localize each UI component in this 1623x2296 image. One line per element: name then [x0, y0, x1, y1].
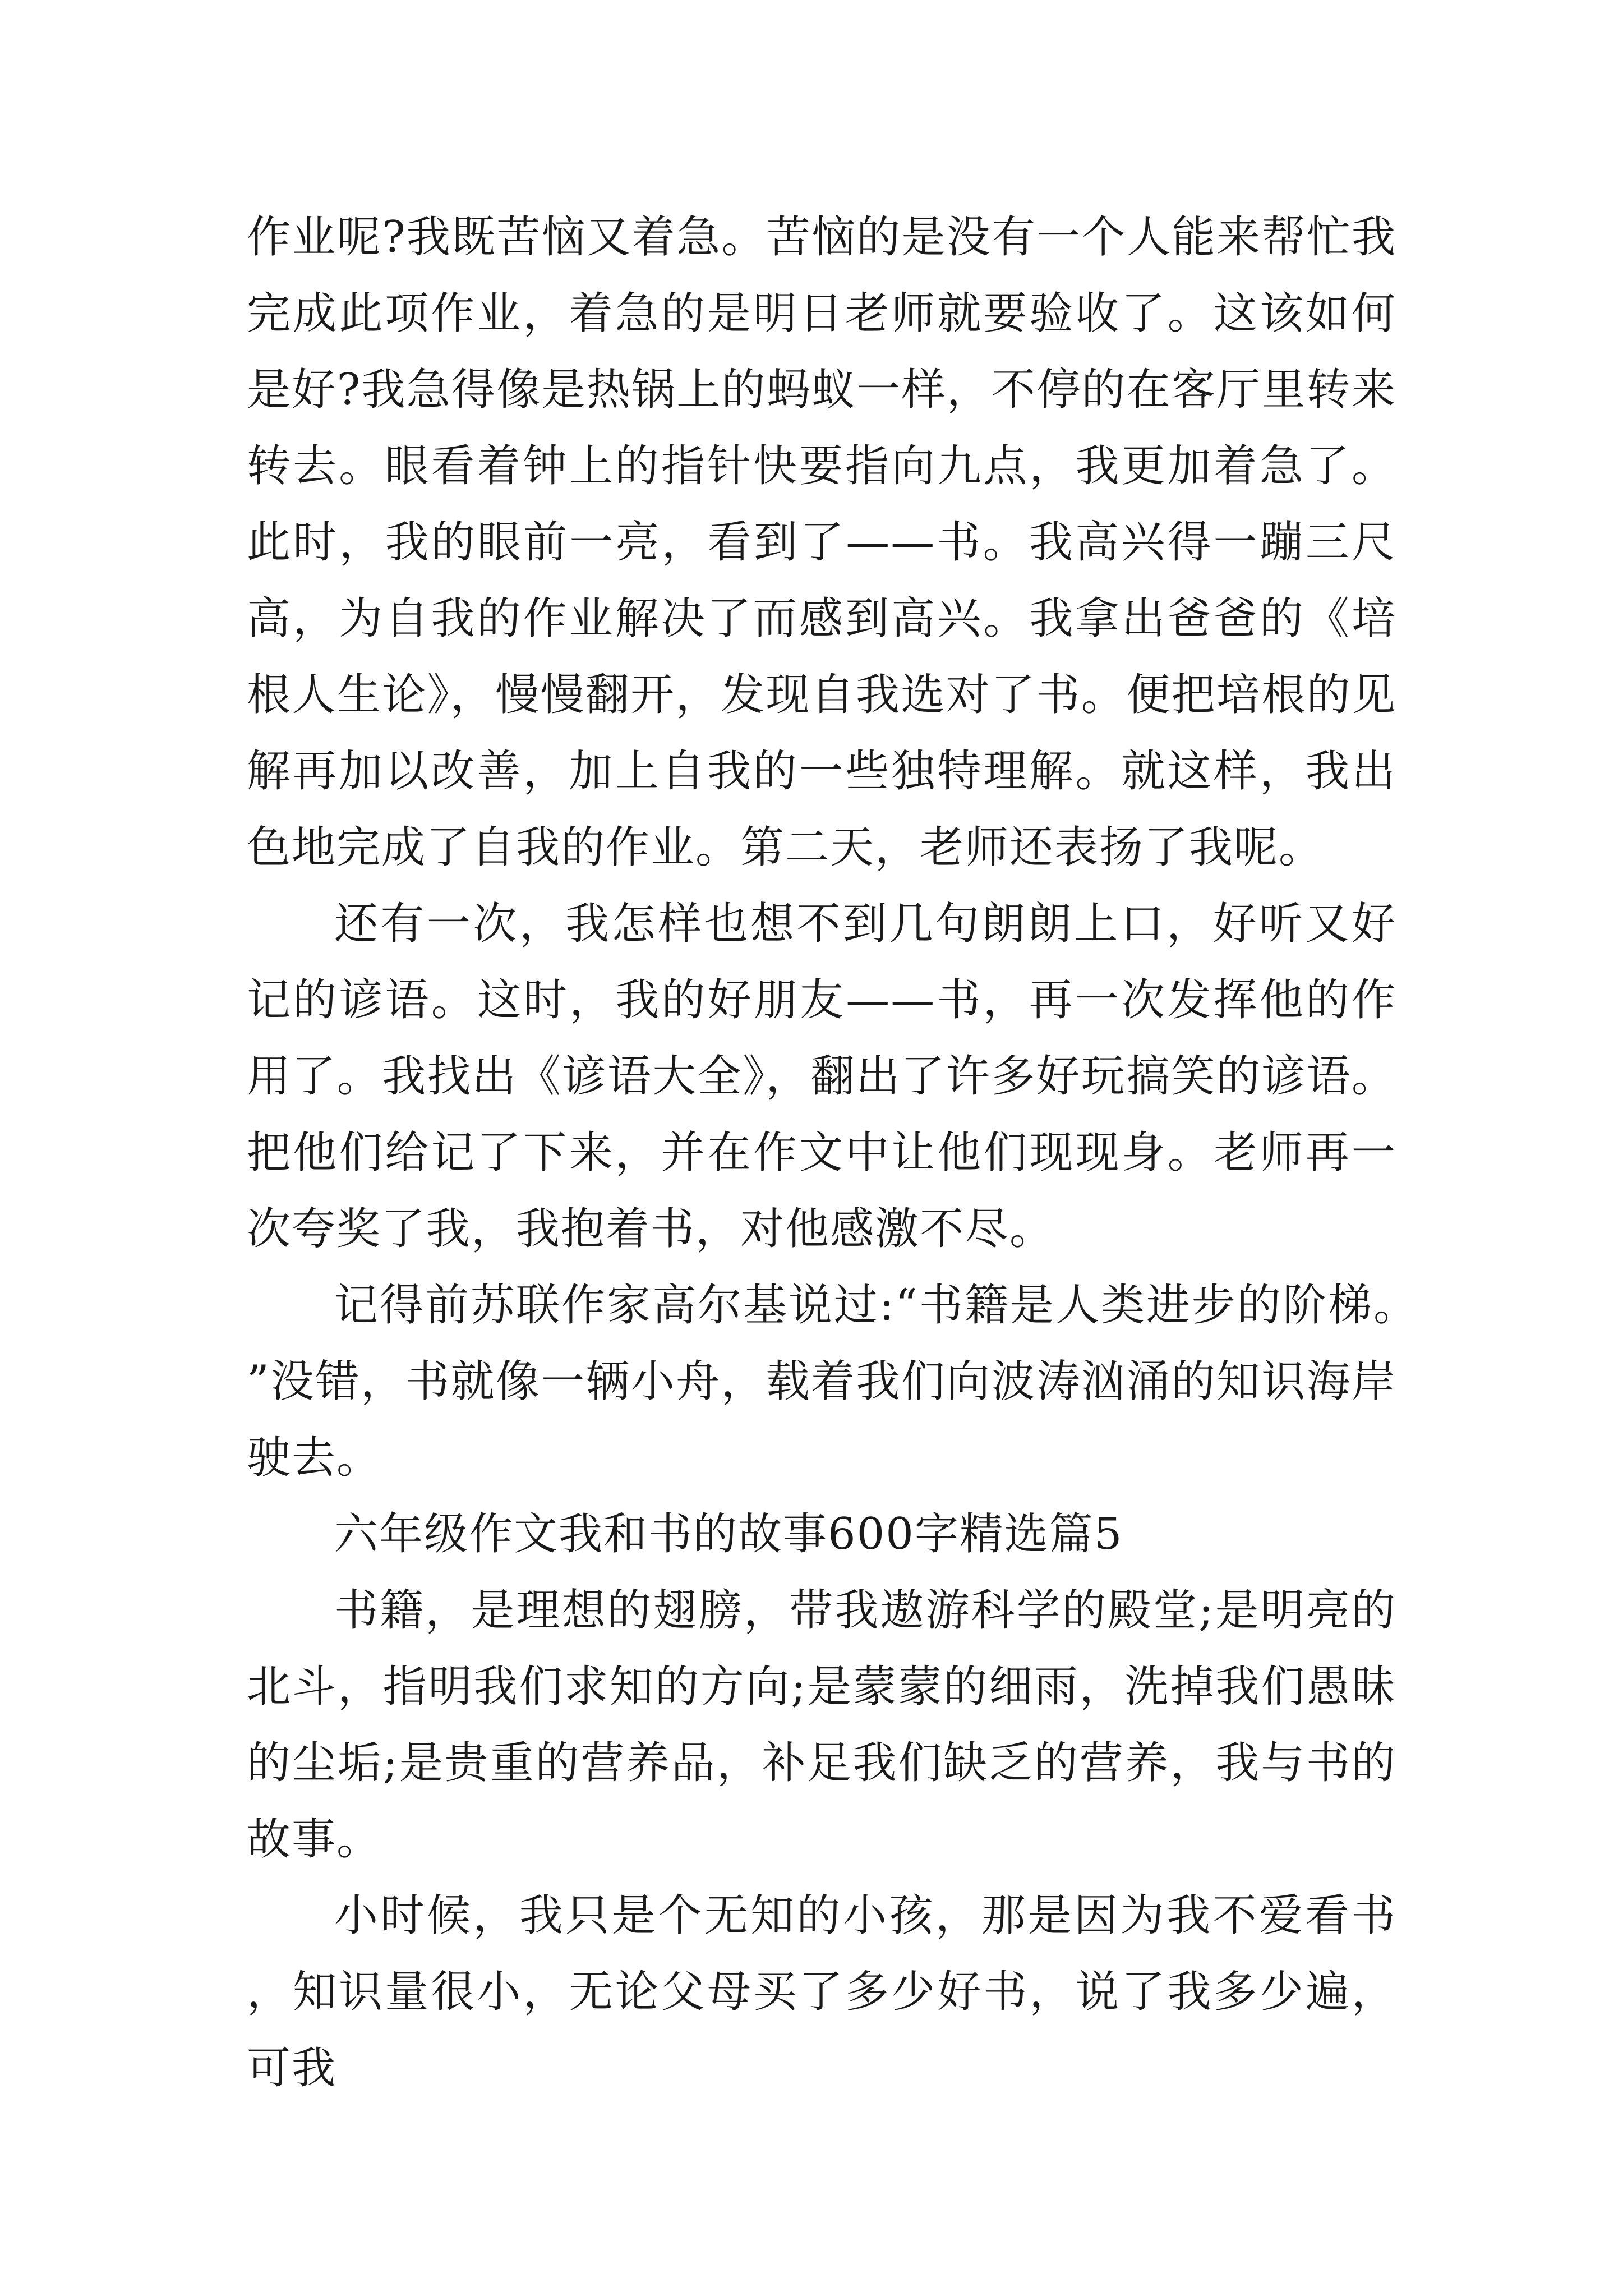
paragraph-2: 还有一次，我怎样也想不到几句朗朗上口，好听又好记的谚语。这时，我的好朋友——书，再一次发挥他的作用了。我找出《谚语大全》，翻出了许多好玩搞笑的谚语。把他们给记了下来，并在作文中让他们现现身。老师再一次夸奖了我，我抱着书，对他感激不尽。 — [247, 899, 1396, 1254]
paragraph-4: 书籍，是理想的翅膀，带我遨游科学的殿堂;是明亮的北斗，指明我们求知的方向;是蒙蒙的细雨，洗掉我们愚昧的尘垢;是贵重的营养品，补足我们缺乏的营养，我与书的故事。 — [247, 1585, 1396, 1865]
paragraph-3: 记得前苏联作家高尔基说过:“书籍是人类进步的阶梯。”没错，书就像一辆小舟，载着我们向波涛汹涌的知识海岸驶去。 — [247, 1280, 1396, 1483]
paragraph-1: 作业呢?我既苦恼又着急。苦恼的是没有一个人能来帮忙我完成此项作业，着急的是明日老师就要验收了。这该如何是好?我急得像是热锅上的蚂蚁一样，不停的在客厅里转来转去。眼看着钟上的指针快要指向九点，我更加着急了。此时，我的眼前一亮，看到了——书。我高兴得一蹦三尺高，为自我的作业解决了而感到高兴。我拿出爸爸的《培根人生论》，慢慢翻开，发现自我选对了书。便把培根的见解再加以改善，加上自我的一些独特理解。就这样，我出色地完成了自我的作业。第二天，老师还表扬了我呢。 — [247, 212, 1396, 873]
paragraph-5: 小时候，我只是个无知的小孩，那是因为我不爱看书，知识量很小，无论父母买了多少好书，说了我多少遍，可我 — [247, 1890, 1396, 2093]
section-heading: 六年级作文我和书的故事600字精选篇5 — [334, 1509, 1123, 1559]
body-text — [247, 199, 1396, 2106]
